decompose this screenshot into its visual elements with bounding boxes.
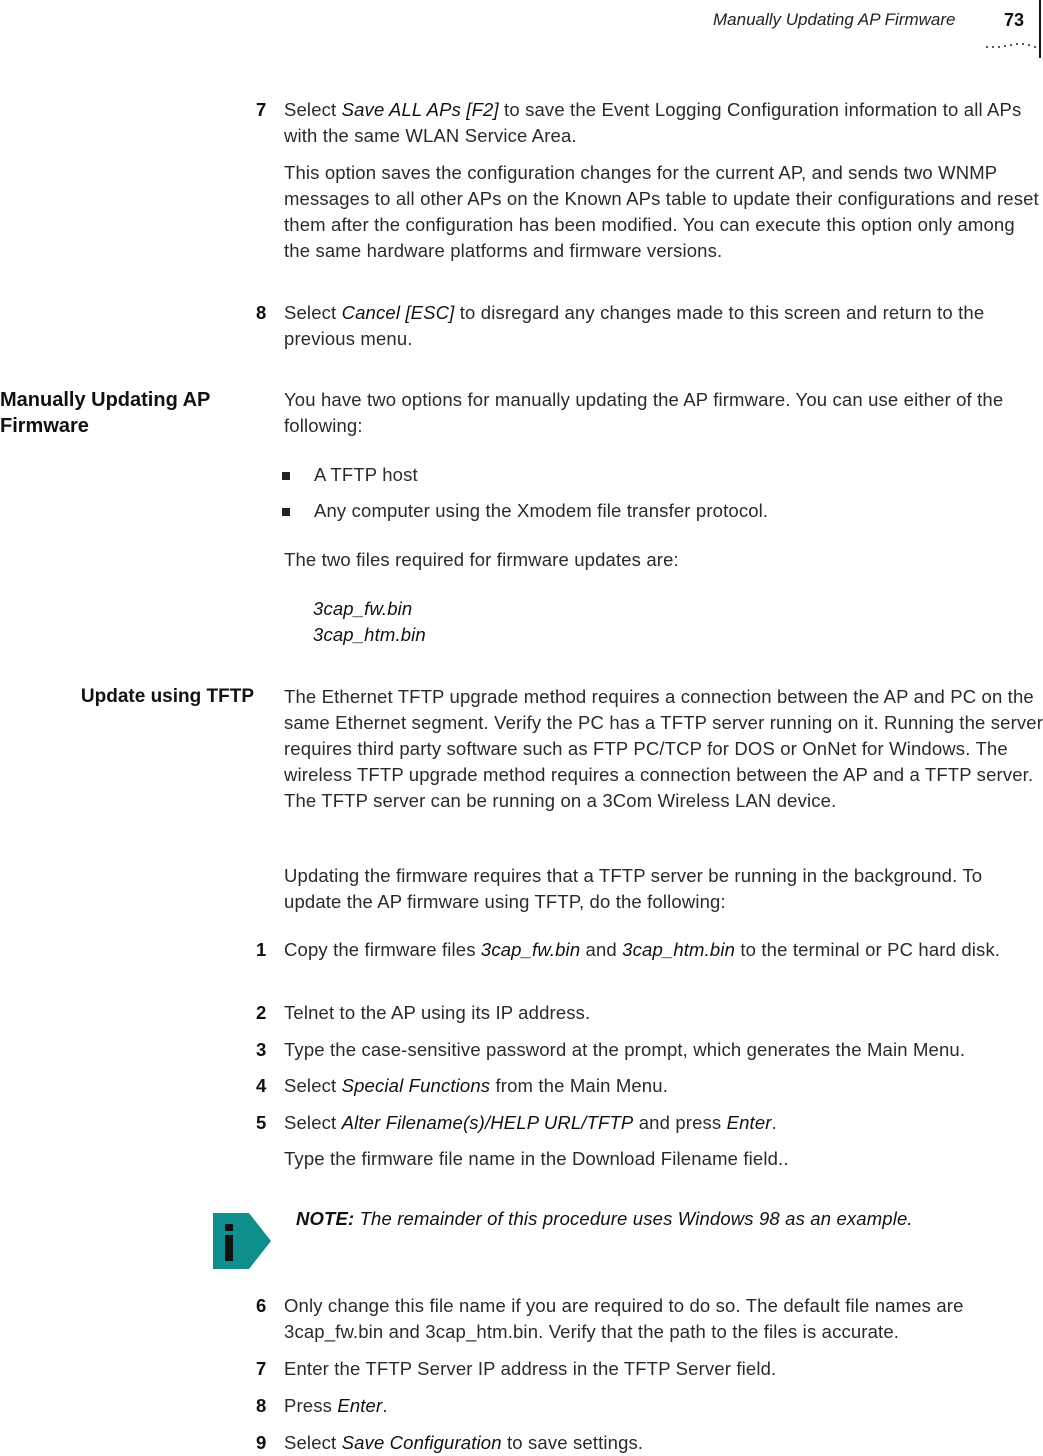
section-heading: Manually Updating AP Firmware (0, 389, 211, 437)
text: Enter the TFTP Server IP address in the TFTP Server field. (284, 1358, 777, 1379)
text: . (771, 1112, 777, 1133)
info-note-icon (213, 1213, 271, 1269)
step-number: 7 (256, 1358, 267, 1379)
step-3 (256, 1037, 1043, 1063)
text: Any computer using the Xmodem file transfer protocol. (314, 500, 769, 521)
option-name: Save ALL APs [F2] (341, 99, 499, 120)
running-header: Manually Updating AP Firmware (713, 10, 956, 29)
key-name: Enter (726, 1112, 772, 1133)
text: to disregard any changes made to this screen and return to the previous menu. (284, 302, 985, 349)
text: Only change this file name if you are required to do so. The default file names are 3cap_fw.bin and 3cap_htm.bin. Verify that the path to the files is accurate. (284, 1295, 964, 1342)
step-number: 6 (256, 1295, 267, 1316)
step-7 (256, 1356, 1043, 1382)
text: Type the case-sensitive password at the prompt, which generates the Main Menu. (284, 1039, 966, 1060)
filename: 3cap_fw.bin (313, 598, 413, 619)
text: from the Main Menu. (490, 1075, 668, 1096)
step-1 (256, 937, 1043, 963)
text: to the terminal or PC hard disk. (735, 939, 1001, 960)
paragraph: This option saves the configuration changes for the current AP, and sends two WNMP messages to all other APs on the Known APs table to update their configurations and reset them after the configuration has been modified. You can execute this option only among the same hardware platforms and firmware versions. (284, 162, 1039, 261)
text: Select (284, 1075, 342, 1096)
step-number: 5 (256, 1112, 267, 1133)
bullet-item (284, 462, 1043, 488)
step-9 (256, 1430, 1043, 1456)
text: Select (284, 302, 342, 323)
option-name: Save Configuration (341, 1432, 502, 1453)
text: A TFTP host (314, 464, 418, 485)
bullet-icon (282, 508, 290, 516)
paragraph: The Ethernet TFTP upgrade method requires a connection between the AP and PC on the same Ethernet segment. Verify the PC has a TFTP server running on it. Running the server requires third party software such as FTP PC/TCP for DOS or OnNet for Windows. The wireless TFTP upgrade method requires a connection between the AP and a TFTP server. The TFTP server can be running on a 3Com Wireless LAN device. (284, 686, 1043, 811)
section-heading: Update using TFTP (80, 686, 254, 707)
text: Copy the firmware files (284, 939, 481, 960)
page-number: 73 (1004, 10, 1025, 30)
text: Select (284, 1112, 342, 1133)
decorative-dots (985, 40, 1037, 50)
step-6 (256, 1293, 1043, 1345)
step-5 (256, 1110, 1043, 1136)
paragraph: The two files required for firmware updates are: (284, 549, 679, 570)
step-number: 3 (256, 1039, 267, 1060)
step-number: 7 (256, 99, 267, 120)
option-name: Special Functions (341, 1075, 491, 1096)
option-name: Alter Filename(s)/HELP URL/TFTP (341, 1112, 634, 1133)
text: . (382, 1395, 388, 1416)
step-number: 9 (256, 1432, 267, 1453)
key-name: Enter (337, 1395, 383, 1416)
step-number: 1 (256, 939, 267, 960)
text: to save the Event Logging Configuration information to all APs with the same WLAN Service Area. (284, 99, 1022, 146)
filename: 3cap_htm.bin (622, 939, 736, 960)
step-8-cancel (256, 300, 1043, 352)
text: to save settings. (501, 1432, 644, 1453)
paragraph: Type the firmware file name in the Download Filename field.. (284, 1148, 789, 1169)
note-label: NOTE: (296, 1208, 355, 1229)
step-number: 4 (256, 1075, 267, 1096)
step-2 (256, 1000, 1043, 1026)
step-8 (256, 1393, 1043, 1419)
text: and (580, 939, 623, 960)
text: and press (633, 1112, 727, 1133)
bullet-item (284, 498, 1043, 524)
step-number: 8 (256, 1395, 267, 1416)
paragraph: Updating the firmware requires that a TFTP server be running in the background. To update the AP firmware using TFTP, do the following: (284, 865, 983, 912)
step-4 (256, 1073, 1043, 1099)
text: Telnet to the AP using its IP address. (284, 1002, 591, 1023)
step-number: 8 (256, 302, 267, 323)
text: Select (284, 1432, 342, 1453)
text: Select (284, 99, 342, 120)
step-number: 2 (256, 1002, 267, 1023)
step-7-save-all (256, 97, 1043, 149)
option-name: Cancel [ESC] (341, 302, 455, 323)
filename: 3cap_fw.bin (480, 939, 581, 960)
text: Press (284, 1395, 338, 1416)
bullet-icon (282, 472, 290, 480)
paragraph: You have two options for manually updating the AP firmware. You can use either of the following: (284, 389, 1004, 436)
header-rule (1039, 0, 1041, 58)
filename: 3cap_htm.bin (313, 624, 426, 645)
note (296, 1206, 1043, 1232)
note-text: The remainder of this procedure uses Windows 98 as an example. (354, 1208, 913, 1229)
